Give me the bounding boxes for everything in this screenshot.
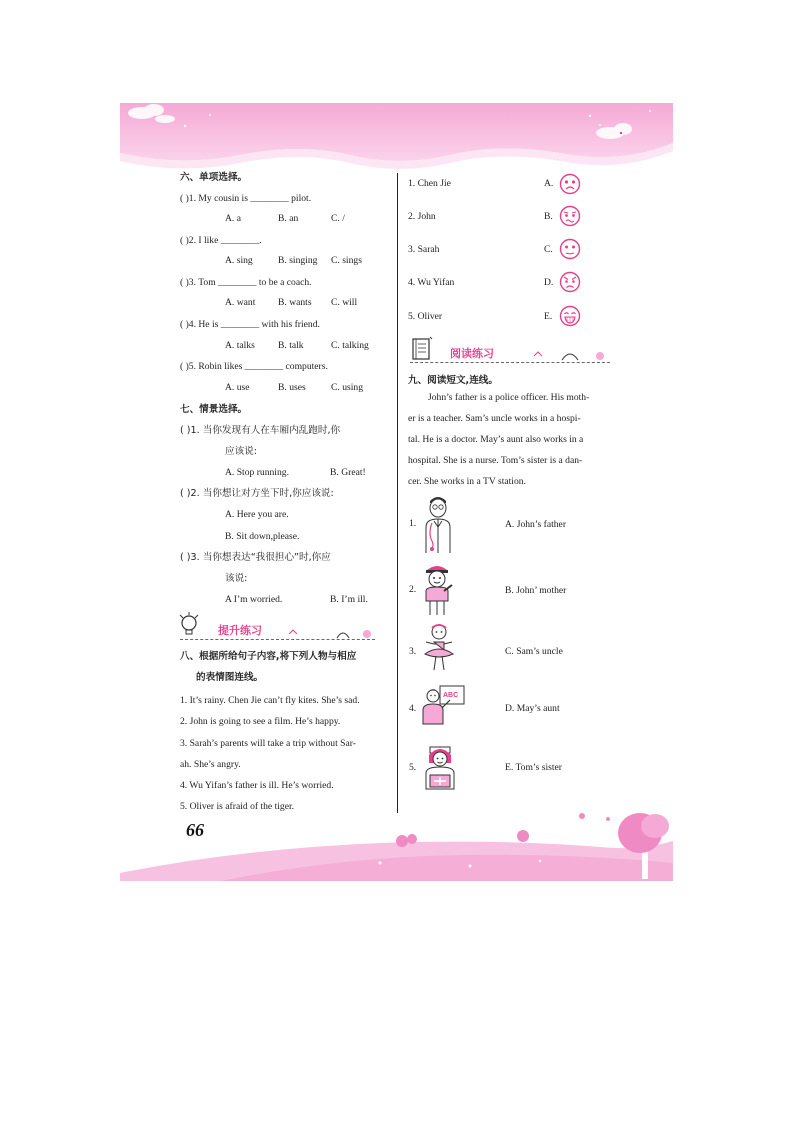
section-8-title-line2: 的表情图连线。 [196,672,264,683]
sad-face-icon [559,173,581,195]
q6-4: ( )4. He is ________ with his friend. [180,319,320,330]
match-name-2: 2. John [408,211,436,222]
reading-practice-title: 阅读练习 [450,347,494,360]
pic-num-3: 3. [409,646,417,657]
passage-line-3: tal. He is a doctor. May’s aunt also works in a [408,434,584,445]
section-8-title-line1: 八、根据所给句子内容,将下列人物与相应 [180,651,357,662]
match-name-3: 3. Sarah [408,244,440,255]
match-name-4: 4. Wu Yifan [408,277,455,288]
q6-2-opt-a: A. sing [225,255,253,266]
pic-label-c: C. Sam’s uncle [505,646,563,657]
face-letter-b: B. [544,211,553,222]
reading-badge-decoration [520,344,610,362]
pic-label-e: E. Tom’s sister [505,762,562,773]
passage-line-1: John’s father is a police officer. His moth- [428,392,590,403]
sentence-4: 4. Wu Yifan’s father is ill. He’s worried. [180,780,334,791]
section-6-title: 六、单项选择。 [180,172,248,183]
pic-num-5: 5. [409,762,417,773]
q6-2: ( )2. I like ________. [180,235,262,246]
q6-5-opt-c: C. using [331,382,363,393]
q7-3-line1: ( )3. 当你想表达“我很担心”时,你应 [180,552,331,563]
q6-1-opt-a: A. a [225,213,241,224]
q7-1-line2: 应该说: [225,446,258,457]
q6-3-opt-a: A. want [225,297,256,308]
q7-2-line1: ( )2. 当你想让对方坐下时,你应该说: [180,488,334,499]
reading-badge-underline [410,362,610,363]
q6-1-opt-b: B. an [278,213,299,224]
face-letter-a: A. [544,178,554,189]
face-letter-c: C. [544,244,553,255]
worried-face-icon [559,205,581,227]
sentence-1: 1. It’s rainy. Chen Jie can’t fly kites. She’s sad. [180,695,360,706]
passage-line-4: hospital. She is a nurse. Tom’s sister is a dan- [408,455,583,466]
pic-label-a: A. John’s father [505,519,567,530]
dancer-figure-icon [422,622,456,672]
reading-passage [408,387,615,492]
q7-2-opt-a: A. Here you are. [225,509,289,520]
q6-4-opt-a: A. talks [225,340,255,351]
q7-2-opt-b: B. Sit down,please. [225,531,300,542]
face-letter-e: E. [544,311,553,322]
q6-2-opt-b: B. singing [278,255,318,266]
pic-num-4: 4. [409,703,417,714]
page-number: 66 [186,820,204,840]
match-name-5: 5. Oliver [408,311,443,322]
angry-face-icon [559,271,581,293]
pic-num-2: 2. [409,584,417,595]
sentence-3b: ah. She’s angry. [180,759,241,770]
sentence-2: 2. John is going to see a film. He’s happy. [180,716,341,727]
q7-3-opt-a: A I’m worried. [225,594,283,605]
sentence-3a: 3. Sarah’s parents will take a trip without Sar- [180,738,356,749]
pic-label-d: D. May’s aunt [505,703,560,714]
q6-3-opt-c: C. will [331,297,358,308]
q6-1: ( )1. My cousin is ________ pilot. [180,193,312,204]
happy-face-icon [559,305,581,327]
q6-5: ( )5. Robin likes ________ computers. [180,361,328,372]
column-divider [397,173,398,813]
doctor-figure-icon [420,493,456,555]
nurse-figure-icon [422,741,458,791]
q7-3-line2: 该说: [225,573,248,584]
neutral-face-icon [559,238,581,260]
header-banner [120,103,673,173]
q6-4-opt-b: B. talk [278,340,304,351]
section-9-title: 九、阅读短文,连线。 [408,375,498,386]
q6-1-opt-c: C. / [331,213,345,224]
q6-5-opt-a: A. use [225,382,250,393]
pic-label-b: B. John’ mother [505,585,567,596]
q7-3-opt-b: B. I’m ill. [330,594,368,605]
q6-2-opt-c: C. sings [331,255,362,266]
badge-decoration [287,626,377,640]
q6-3: ( )3. Tom ________ to be a coach. [180,277,312,288]
match-name-1: 1. Chen Jie [408,178,451,189]
q7-1-line1: ( )1. 当你发现有人在车厢内乱跑时,你 [180,425,341,436]
q7-1-opt-b: B. Great! [330,467,366,478]
upgrade-practice-title: 提升练习 [218,624,262,637]
q6-5-opt-b: B. uses [278,382,306,393]
passage-line-5: cer. She works in a TV station. [408,476,526,487]
face-letter-d: D. [544,277,554,288]
q7-1-opt-a: A. Stop running. [225,467,289,478]
sentence-5: 5. Oliver is afraid of the tiger. [180,801,295,812]
police-officer-figure-icon [420,561,454,617]
abc-board-text: ABC [443,692,459,699]
q6-4-opt-c: C. talking [331,340,369,351]
pic-num-1: 1. [409,518,417,529]
q6-3-opt-b: B. wants [278,297,312,308]
section-7-title: 七、情景选择。 [180,404,248,415]
passage-line-2: er is a teacher. Sam’s uncle works in a hospi- [408,413,581,424]
book-icon [410,336,434,362]
bulb-icon [178,612,200,638]
